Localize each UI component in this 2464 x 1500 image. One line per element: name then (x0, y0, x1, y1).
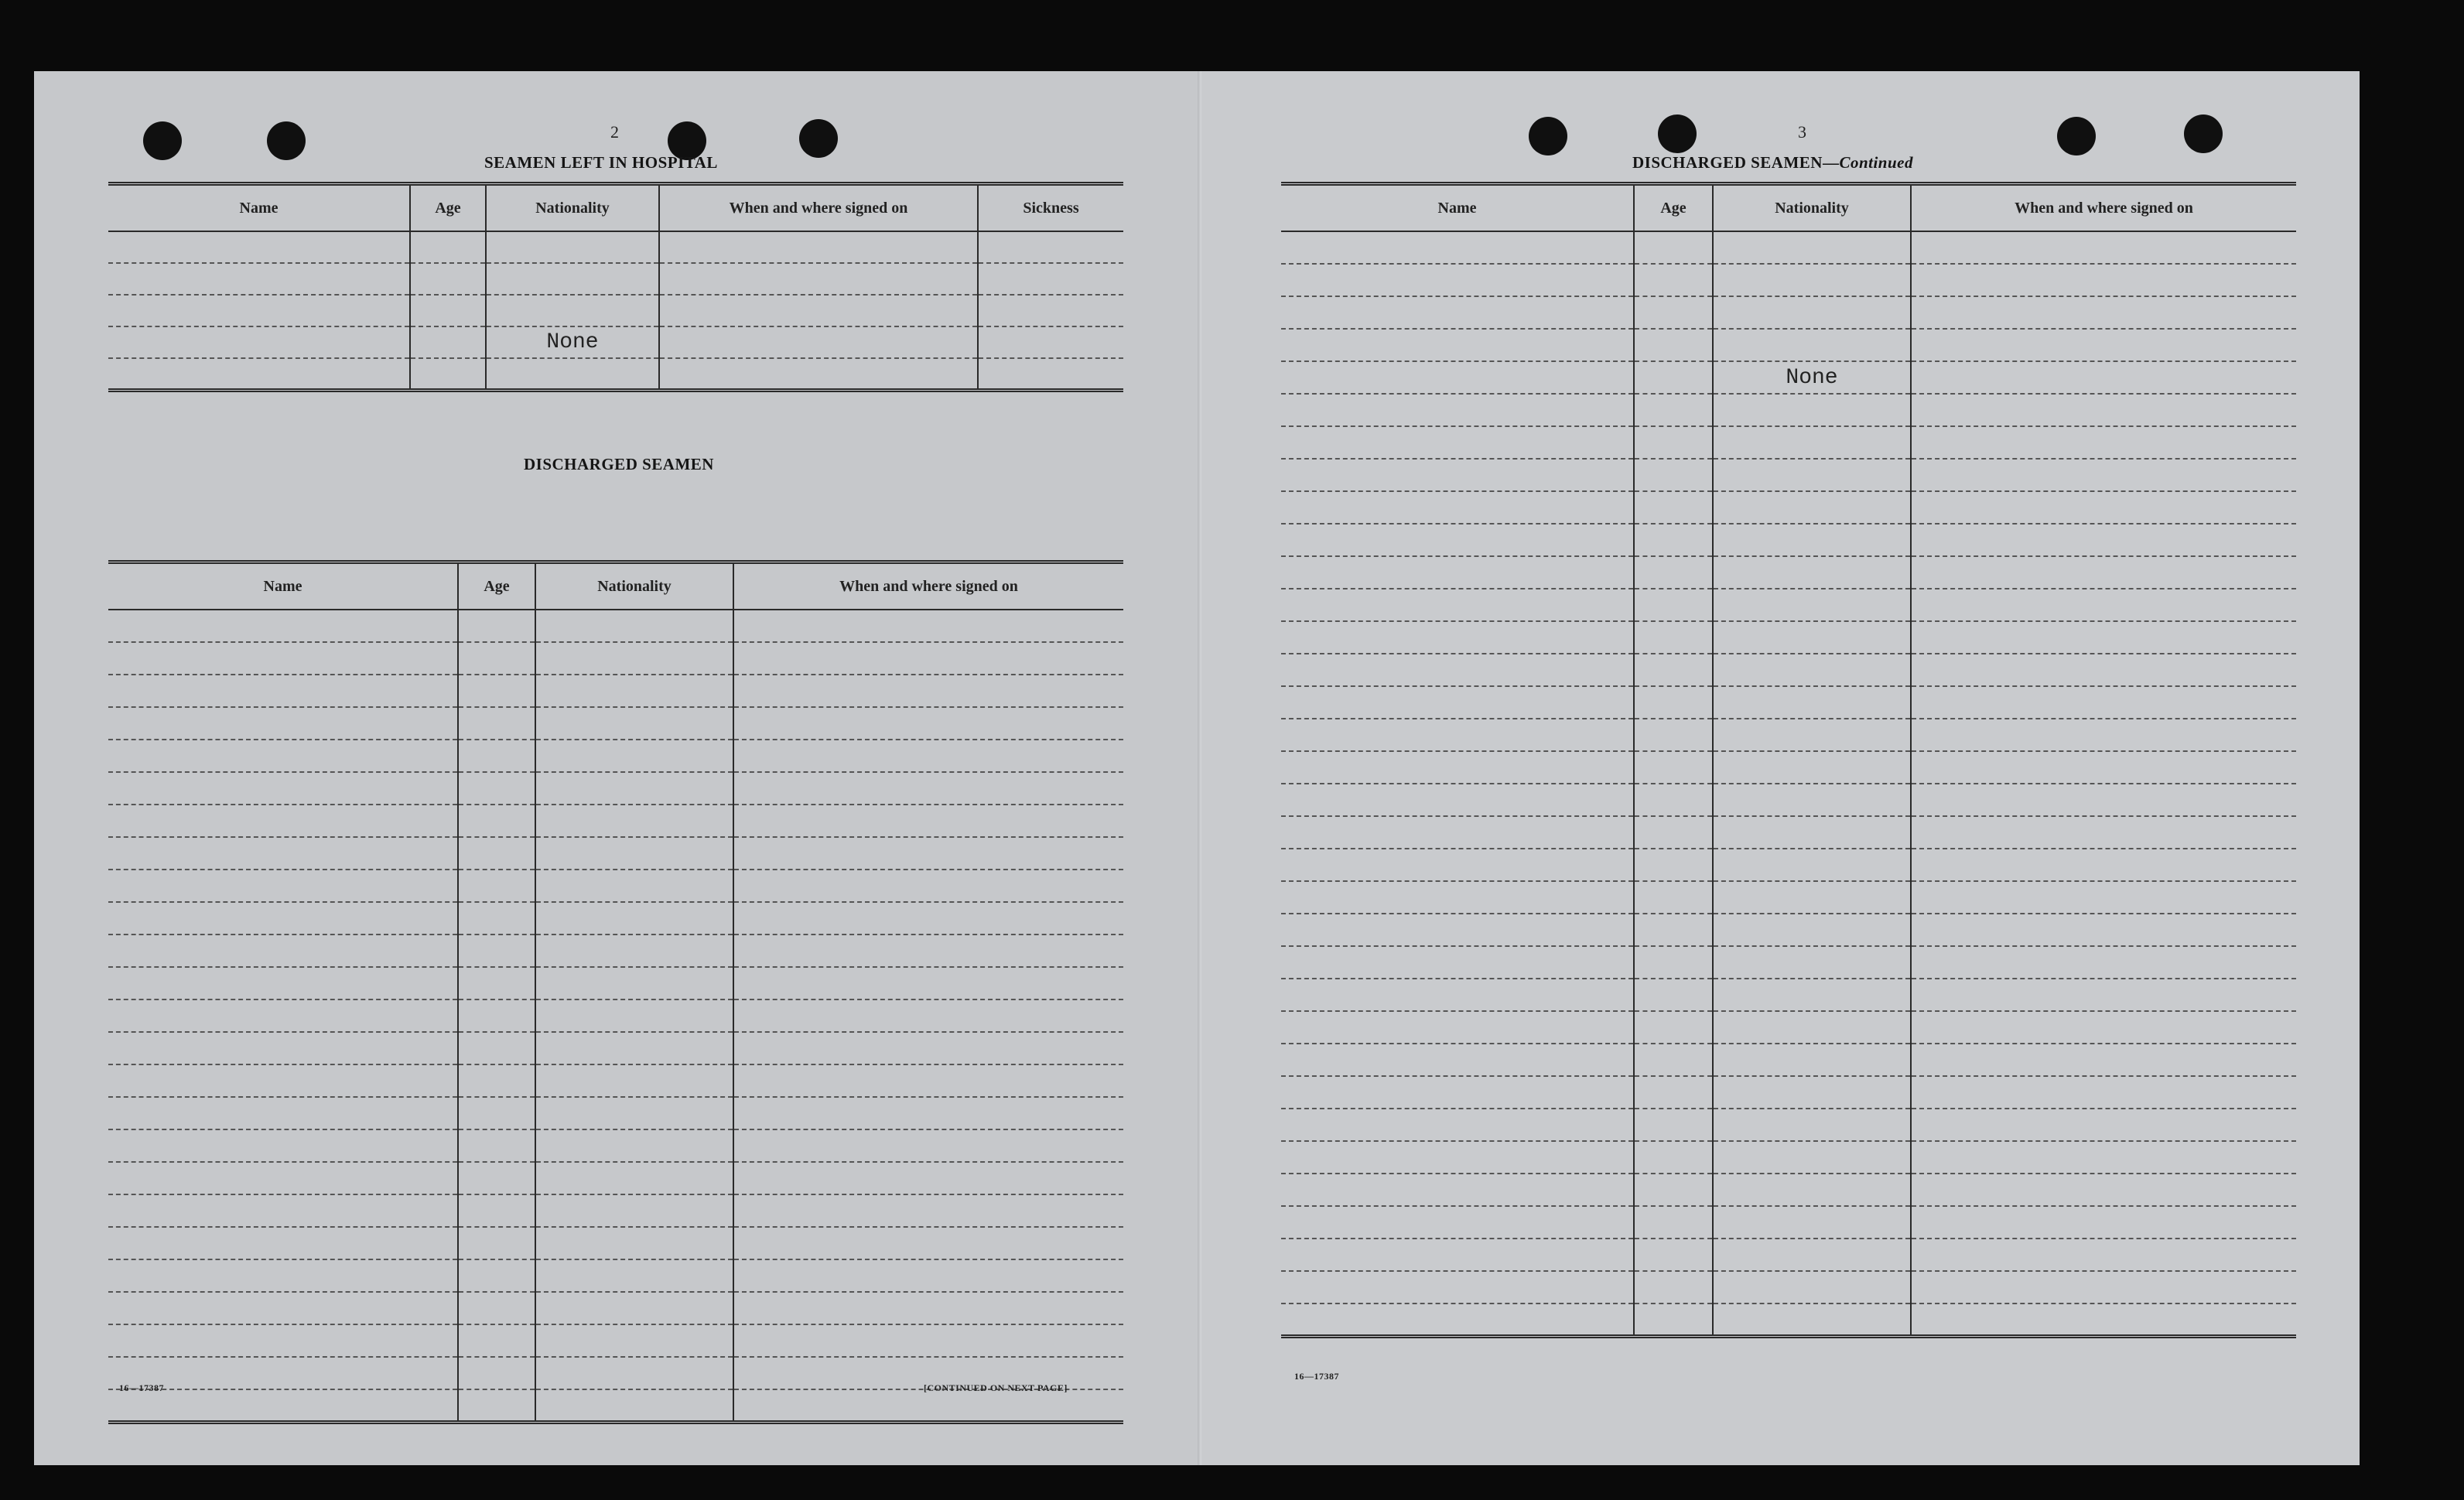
punch-hole (1658, 114, 1697, 153)
nationality-cell (486, 326, 659, 358)
table-row (108, 1389, 1123, 1422)
table-row (1281, 1271, 2296, 1304)
table-row (108, 1032, 1123, 1064)
table-row (108, 642, 1123, 675)
punch-hole (799, 119, 838, 158)
none-entry: None (1786, 365, 1838, 390)
punch-hole (2057, 117, 2096, 155)
table-row (1281, 264, 2296, 296)
table-row (1281, 491, 2296, 524)
table-row (1281, 1304, 2296, 1336)
discharged-continued-table-body (1281, 231, 2296, 1336)
table-row (1281, 1239, 2296, 1271)
punch-hole (1529, 117, 1567, 155)
table-row (1281, 296, 2296, 329)
column-header-sickness: Sickness (978, 184, 1123, 232)
column-header-name: Name (1281, 184, 1634, 232)
table-row (1281, 914, 2296, 946)
table-row (1281, 329, 2296, 361)
page-number: 2 (610, 122, 620, 142)
discharged-section-title: DISCHARGED SEAMEN (524, 455, 714, 473)
table-row (108, 675, 1123, 707)
column-header-age: Age (458, 562, 535, 610)
discharged-table-body (108, 610, 1123, 1422)
hospital-table-body (108, 231, 1123, 390)
table-row (108, 707, 1123, 740)
table-row (108, 1194, 1123, 1227)
table-row (108, 1129, 1123, 1162)
punch-hole (2184, 114, 2223, 153)
table-row (108, 870, 1123, 902)
form-code: 16—17387 (1294, 1371, 1339, 1382)
table-row (1281, 459, 2296, 491)
none-entry: None (546, 330, 599, 354)
table-row (108, 999, 1123, 1032)
table-row (108, 1097, 1123, 1129)
table-row (1281, 784, 2296, 816)
column-header-nationality: Nationality (535, 562, 733, 610)
table-row (1281, 654, 2296, 686)
table-row (1281, 946, 2296, 979)
table-row (108, 967, 1123, 999)
continued-label: Continued (1839, 153, 1913, 172)
table-row (108, 1292, 1123, 1324)
table-row (108, 1064, 1123, 1097)
table-row (1281, 1109, 2296, 1141)
punch-hole (267, 121, 306, 160)
table-row (1281, 1044, 2296, 1076)
discharged-continued-title: DISCHARGED SEAMEN—Continued (1632, 153, 1913, 172)
column-header-name: Name (108, 184, 410, 232)
table-row (1281, 849, 2296, 881)
right-page (1201, 71, 2360, 1465)
column-header-nationality: Nationality (1713, 184, 1911, 232)
column-header-age: Age (1634, 184, 1713, 232)
table-row (108, 805, 1123, 837)
hospital-table (108, 182, 1123, 392)
column-header-signed-on: When and where signed on (1911, 184, 2296, 232)
table-row (108, 935, 1123, 967)
table-row (1281, 719, 2296, 751)
left-page (34, 71, 1198, 1465)
table-row (108, 1324, 1123, 1357)
form-code: 16—17387 (119, 1382, 164, 1393)
table-row (108, 902, 1123, 935)
table-row (1281, 1174, 2296, 1206)
column-header-name: Name (108, 562, 458, 610)
column-header-age: Age (410, 184, 486, 232)
column-header-nationality: Nationality (486, 184, 659, 232)
table-row (1281, 394, 2296, 426)
table-row (1281, 1206, 2296, 1239)
page-number: 3 (1798, 122, 1807, 142)
table-row (1281, 361, 2296, 394)
punch-hole (143, 121, 182, 160)
discharged-table (108, 560, 1123, 1424)
table-row (1281, 816, 2296, 849)
table-row (108, 1227, 1123, 1259)
table-row (1281, 1011, 2296, 1044)
hospital-section-title: SEAMEN LEFT IN HOSPITAL (484, 153, 718, 172)
table-row (1281, 426, 2296, 459)
continued-note: [CONTINUED ON NEXT PAGE] (924, 1382, 1068, 1393)
table-row (108, 610, 1123, 642)
table-row (1281, 1076, 2296, 1109)
table-row (108, 1162, 1123, 1194)
discharged-continued-table (1281, 182, 2296, 1338)
column-header-signed-on: When and where signed on (659, 184, 978, 232)
table-row (108, 837, 1123, 870)
table-row (1281, 979, 2296, 1011)
table-row (1281, 524, 2296, 556)
table-row (1281, 556, 2296, 589)
table-row (1281, 686, 2296, 719)
table-row (1281, 589, 2296, 621)
column-header-signed-on: When and where signed on (733, 562, 1123, 610)
table-row (1281, 881, 2296, 914)
table-row (108, 772, 1123, 805)
table-row (1281, 621, 2296, 654)
table-row (1281, 1141, 2296, 1174)
table-row (1281, 751, 2296, 784)
table-row (108, 1259, 1123, 1292)
table-row (108, 740, 1123, 772)
table-row (1281, 231, 2296, 264)
